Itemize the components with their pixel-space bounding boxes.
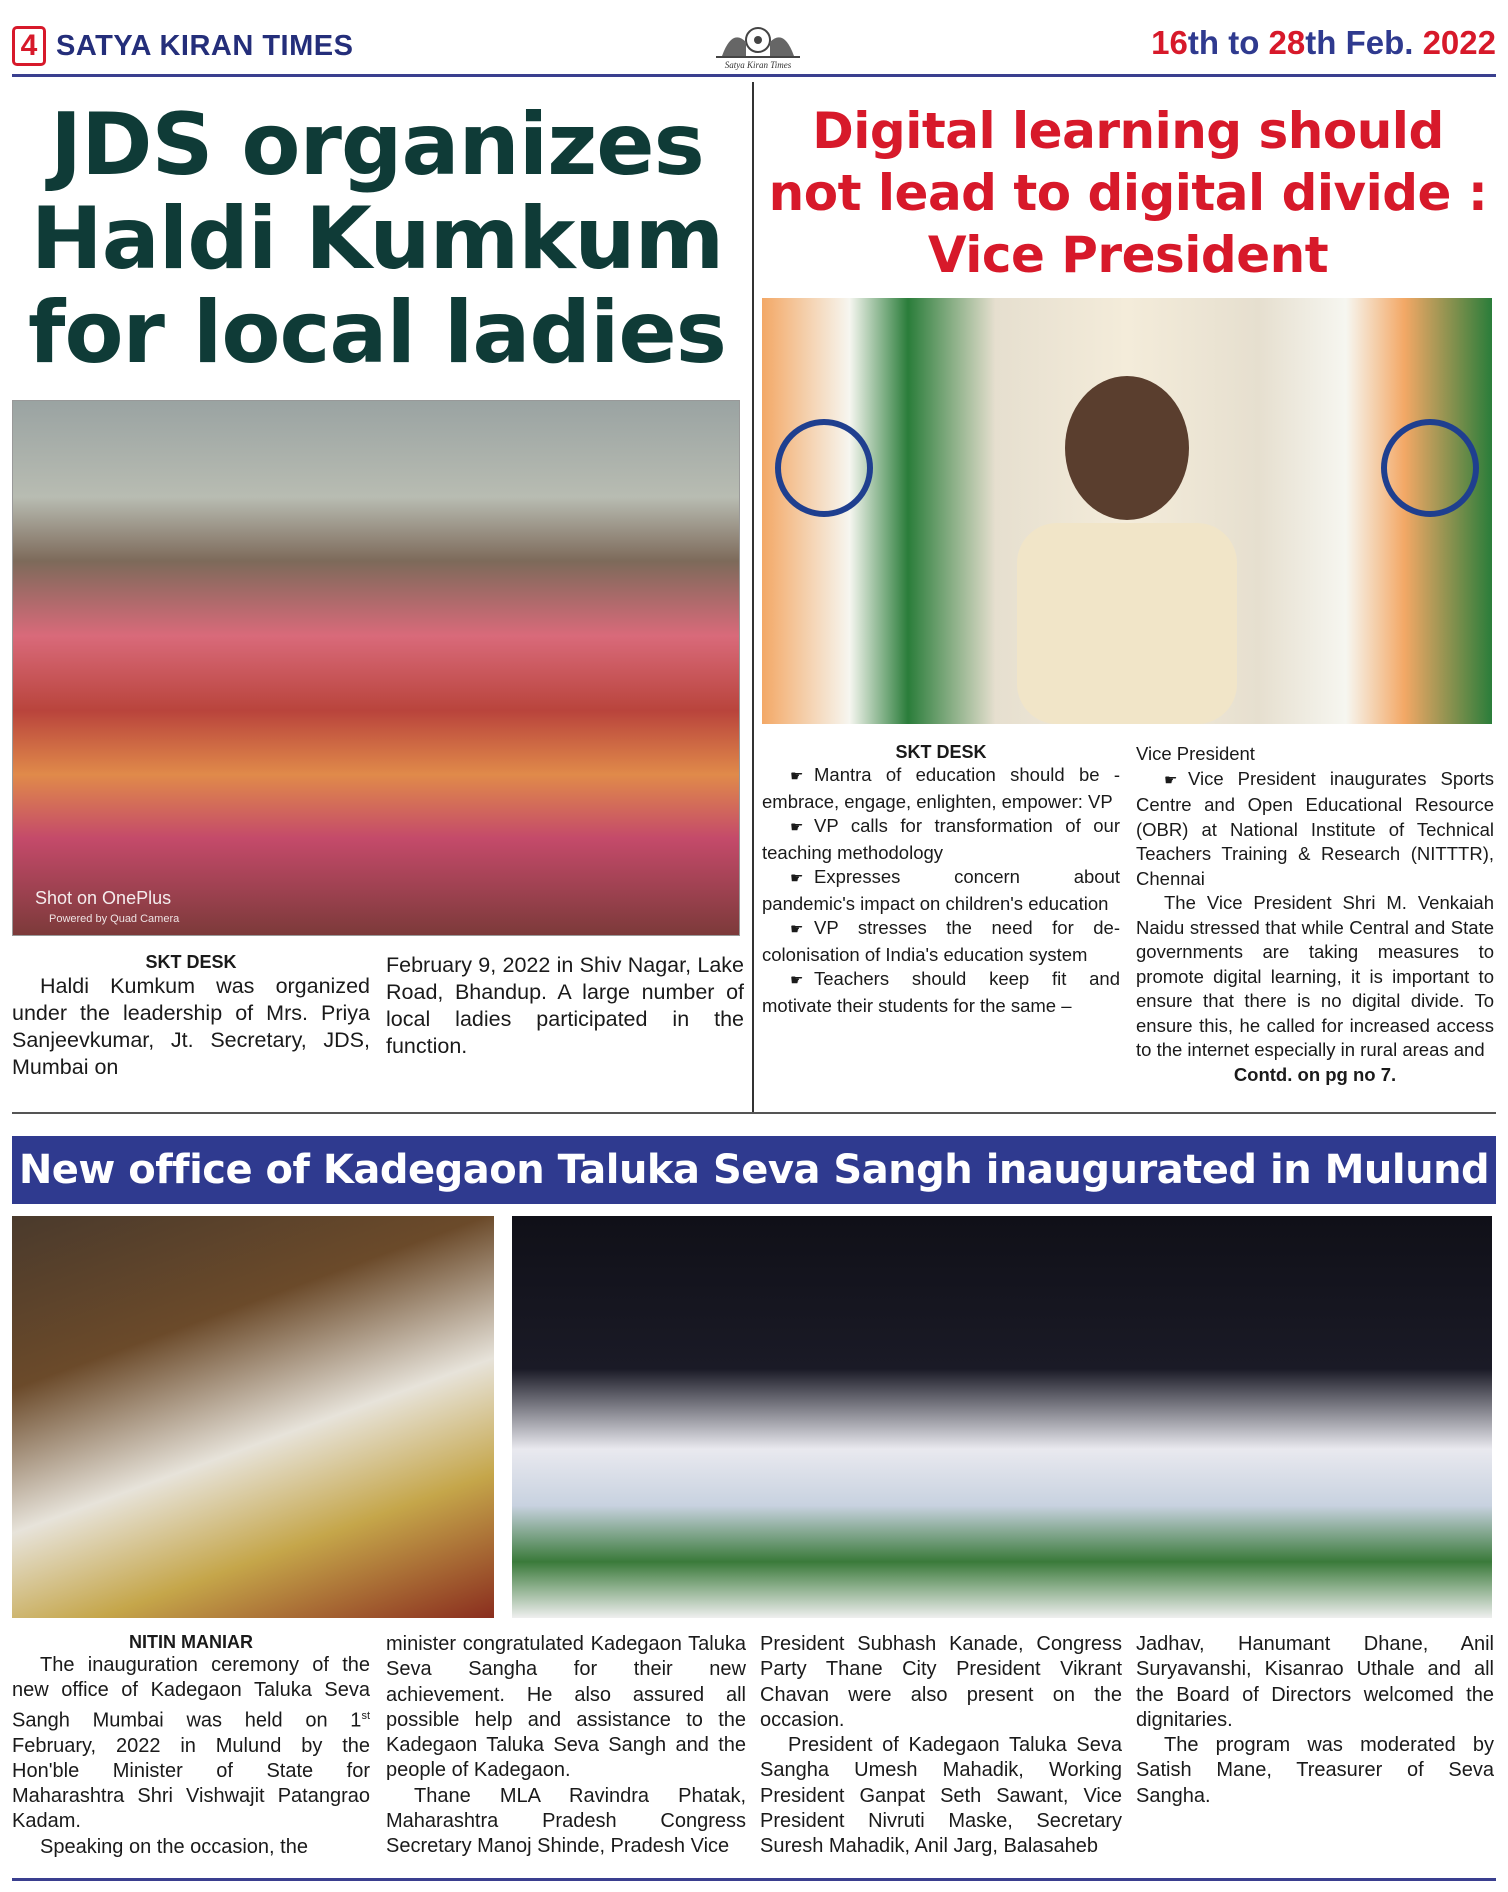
bullet-point: ☛ Expresses concern about pandemic's impact on children's education bbox=[762, 866, 1120, 914]
masthead bbox=[12, 22, 1496, 72]
article-paragraph: President of Kadegaon Taluka Seva Sangha Umesh Mahadik, Working President Ganpat Seth Sawant, Vice President Nivruti Maske, Secretary Suresh Mahadik, Anil Jarg, Balasaheb bbox=[760, 1734, 1122, 1858]
date-end-day: 28 bbox=[1268, 24, 1306, 61]
date-year: 2022 bbox=[1422, 24, 1496, 61]
footer-rule bbox=[12, 1878, 1496, 1881]
photo-vice-president bbox=[762, 298, 1492, 724]
logo-caption: Satya Kiran Times bbox=[724, 60, 792, 70]
emblem-icon bbox=[702, 22, 814, 62]
photo-garland-felicitation bbox=[512, 1216, 1492, 1618]
article-paragraph: Jadhav, Hanumant Dhane, Anil Suryavanshi, Kisanrao Uthale and all the Board of Directors welcomed the dignitaries. bbox=[1136, 1633, 1494, 1731]
pointing-hand-icon: ☛ bbox=[790, 870, 804, 887]
article-paragraph: Speaking on the occasion, the bbox=[40, 1835, 308, 1858]
article-column bbox=[386, 952, 744, 1060]
article-column bbox=[386, 1632, 746, 1860]
article-paragraph: President Subhash Kanade, Congress Party Thane City President Vikrant Chavan were also present on the occasion. bbox=[760, 1633, 1122, 1731]
article-paragraph: The Vice President Shri M. Venkaiah Naidu stressed that while Central and State governments are taking measures to promote digital learning, it is important to ensure that there is no digital divide. To ensure this, he called for increased access to the internet especially in rural areas and bbox=[1136, 892, 1494, 1060]
article-paragraph: Haldi Kumkum was organized under the leadership of Mrs. Priya Sanjeevkumar, Jt. Secretary, JDS, Mumbai on bbox=[12, 974, 370, 1079]
photo-watermark: Shot on OnePlus bbox=[35, 888, 172, 908]
byline: NITIN MANIAR bbox=[129, 1632, 253, 1652]
article-column bbox=[760, 1632, 1122, 1860]
issue-date bbox=[1151, 24, 1496, 62]
article-paragraph: Thane MLA Ravindra Phatak, Maharashtra Pradesh Congress Secretary Manoj Shinde, Pradesh Vice bbox=[386, 1784, 746, 1858]
continued-link: Contd. on pg no 7. bbox=[1233, 1063, 1397, 1085]
article-paragraph: February 9, 2022 in Shiv Nagar, Lake Road, Bhandup. A large number of local ladies participated in the function. bbox=[386, 953, 744, 1058]
headline-haldi-kumkum: JDS organizes Haldi Kumkum for local ladies bbox=[28, 95, 726, 383]
byline: SKT DESK bbox=[145, 952, 237, 972]
page-number: 4 bbox=[12, 26, 46, 66]
pointing-hand-icon: ☛ bbox=[790, 921, 804, 938]
date-text-1: th to bbox=[1187, 24, 1269, 61]
headline-kadegaon-office: New office of Kadegaon Taluka Seva Sangh inaugurated in Mulund bbox=[18, 1147, 1490, 1193]
ashoka-chakra-icon bbox=[762, 298, 1492, 724]
photo-ribbon-cutting bbox=[12, 1216, 494, 1618]
article-column bbox=[12, 952, 370, 1081]
pointing-hand-icon: ☛ bbox=[1164, 771, 1178, 789]
article-column bbox=[762, 742, 1120, 1018]
column-divider bbox=[752, 82, 754, 1112]
article-column bbox=[1136, 742, 1494, 1086]
bullet-point: ☛ VP stresses the need for de-colonisation of India's education system bbox=[762, 917, 1120, 965]
headline-digital-learning: Digital learning should not lead to digital divide : Vice President bbox=[768, 102, 1488, 284]
bullet-point: ☛ Vice President inaugurates Sports Centre and Open Educational Resource (OBR) at National Institute of Technical Teachers Training & Research (NITTTR), Chennai bbox=[1136, 767, 1494, 889]
article-paragraph: minister congratulated Kadegaon Taluka Seva Sangha for their new achievement. He also assured all possible help and assistance to the Kadegaon Taluka Seva Sangh and the people of Kadegaon. bbox=[386, 1633, 746, 1782]
article-column bbox=[12, 1632, 370, 1860]
date-text-2: th Feb. bbox=[1305, 24, 1423, 61]
article-paragraph: Vice President bbox=[1136, 743, 1255, 764]
bullet-point: ☛ VP calls for transformation of our teaching methodology bbox=[762, 815, 1120, 863]
article-paragraph: The inauguration ceremony of the new office of Kadegaon Taluka Seva Sangh Mumbai was held on 1st February, 2022 in Mulund by the Hon'ble Minister of State for Maharashtra Shri Vishwajit Patangrao Kadam. bbox=[12, 1654, 370, 1833]
article-paragraph: The program was moderated by Satish Mane, Treasurer of Seva Sangha. bbox=[1136, 1734, 1494, 1807]
bullet-point: ☛ Mantra of education should be - embrace, engage, enlighten, empower: VP bbox=[762, 764, 1120, 812]
byline: SKT DESK bbox=[895, 742, 987, 762]
bullet-point: ☛ Teachers should keep fit and motivate their students for the same – bbox=[762, 968, 1120, 1016]
photo-watermark-sub: Powered by Quad Camera bbox=[49, 913, 180, 925]
date-start-day: 16 bbox=[1151, 24, 1188, 61]
publication-name: SATYA KIRAN TIMES bbox=[56, 30, 354, 62]
pointing-hand-icon: ☛ bbox=[790, 819, 804, 836]
header-rule bbox=[12, 74, 1496, 77]
pointing-hand-icon: ☛ bbox=[790, 768, 804, 785]
section-rule bbox=[12, 1112, 1496, 1114]
newspaper-logo bbox=[702, 22, 814, 72]
pointing-hand-icon: ☛ bbox=[790, 972, 804, 989]
photo-haldi-kumkum-event bbox=[12, 400, 740, 936]
headline-banner bbox=[12, 1136, 1496, 1204]
article-column bbox=[1136, 1632, 1494, 1809]
